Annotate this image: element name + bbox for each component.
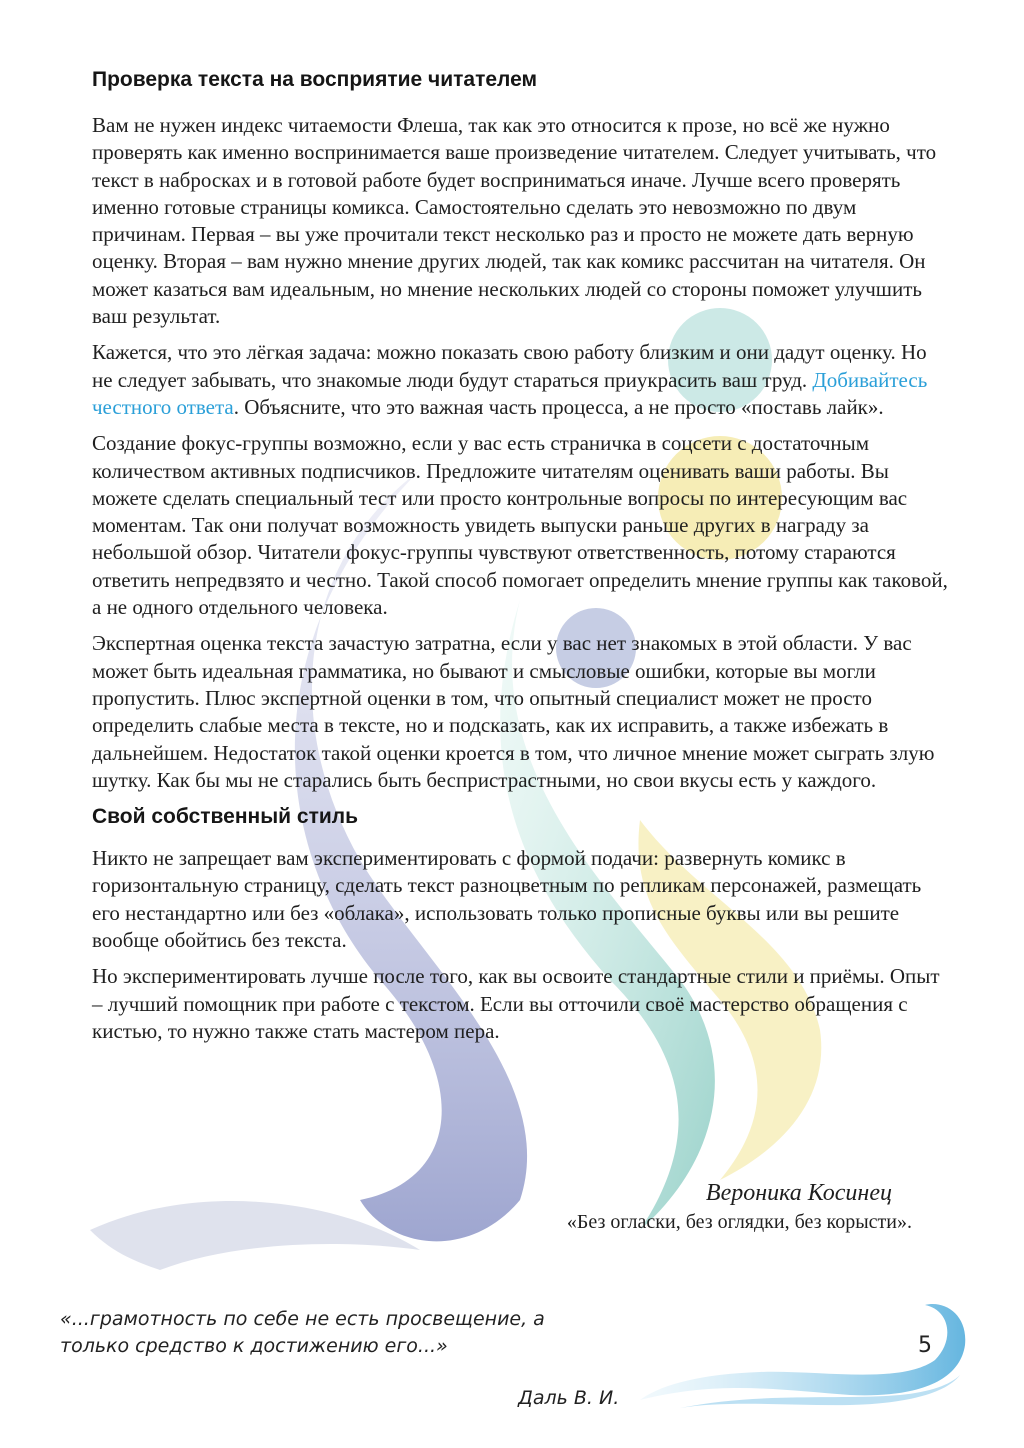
section-heading: Проверка текста на восприятие читателем (92, 68, 538, 91)
paragraph (92, 339, 952, 421)
quote-line: только средство к достижению его...» (60, 1335, 448, 1357)
paragraph: Но экспериментировать лучше после того, как вы освоите стандартные стили и приёмы. Опыт – лучший помощник при работе с текстом. Если вы отточили своё мастерство обращения с кистью, то нужно также стать мастером пера. (92, 964, 940, 1043)
section-heading: Свой собственный стиль (92, 805, 359, 829)
signature (412, 1178, 912, 1236)
paragraph: Вам не нужен индекс читаемости Флеша, так как это относится к прозе, но всё же нужно проверять как именно воспринимается ваше произведение читателем. Следует учитывать, что текст в набросках и в готовой работе будет восприниматься иначе. Лучше всего проверять именно готовые страницы комикса. Самостоятельно сделать это невозможно по двум причинам. Первая – вы уже прочитали текст несколько раз и просто не можете дать верную оценку. Вторая – вам нужно мнение других людей, так как комикс рассчитан на читателя. Он может казаться вам идеальным, но мнение нескольких людей со стороны поможет улучшить ваш результат. (92, 113, 937, 329)
article-content (92, 66, 952, 1054)
paragraph: Создание фокус-группы возможно, если у вас есть страничка в соцсети с достаточным количеством активных подписчиков. Предложите читателям оценивать ваши работы. Вы можете сделать специальный тест или просто контрольные вопросы по интересующим вас моментам. Так они получат возможность увидеть выпуски раньше других в награду за небольшой обзор. Читатели фокус-группы чувствуют ответственность, потому стараются ответить непредвзято и честно. Такой способ помогает определить мнение группы как таковой, а не одного отдельного человека. (92, 431, 948, 620)
paragraph-text: . Объясните, что это важная часть процесса, а не просто «поставь лайк». (233, 394, 884, 419)
paragraph: Никто не запрещает вам экспериментировать с формой подачи: развернуть комикс в горизонтальную страницу, сделать текст разноцветным по репликам персонажей, размещать его нестандартно или без «облака», использовать только прописные буквы или вы решите вообще обойтись без текста. (92, 846, 922, 953)
page-number: 5 (918, 1333, 932, 1358)
quote-author: Даль В. И. (518, 1387, 620, 1409)
quote-line: «...грамотность по себе не есть просвещение, а (60, 1308, 545, 1330)
paragraph: Экспертная оценка текста зачастую затратна, если у вас нет знакомых в этой области. У вас может быть идеальная грамматика, но бывают и смысловые ошибки, которые вы могли пропустить. Плюс экспертной оценки в том, что опытный специалист может не просто определить слабые места в тексте, но и подсказать, как их исправить, а также избежать в дальнейшем. Недостаток такой оценки кроется в том, что личное мнение может сыграть злую шутку. Как бы мы не старались быть беспристрастными, но свои вкусы есть у каждого. (92, 631, 935, 792)
signature-work: «Без огласки, без оглядки, без корысти». (566, 1211, 912, 1233)
paragraph-text: Кажется, что это лёгкая задача: можно показать свою работу близким и они дадут оценку. Но не следует забывать, что знакомые люди будут стараться приукрасить ваш труд. (92, 340, 927, 392)
signature-author: Вероника Косинец (705, 1180, 892, 1206)
footer-quote (60, 1306, 545, 1360)
honest-answer-link[interactable]: Добивайтесь честного ответа (92, 367, 928, 419)
